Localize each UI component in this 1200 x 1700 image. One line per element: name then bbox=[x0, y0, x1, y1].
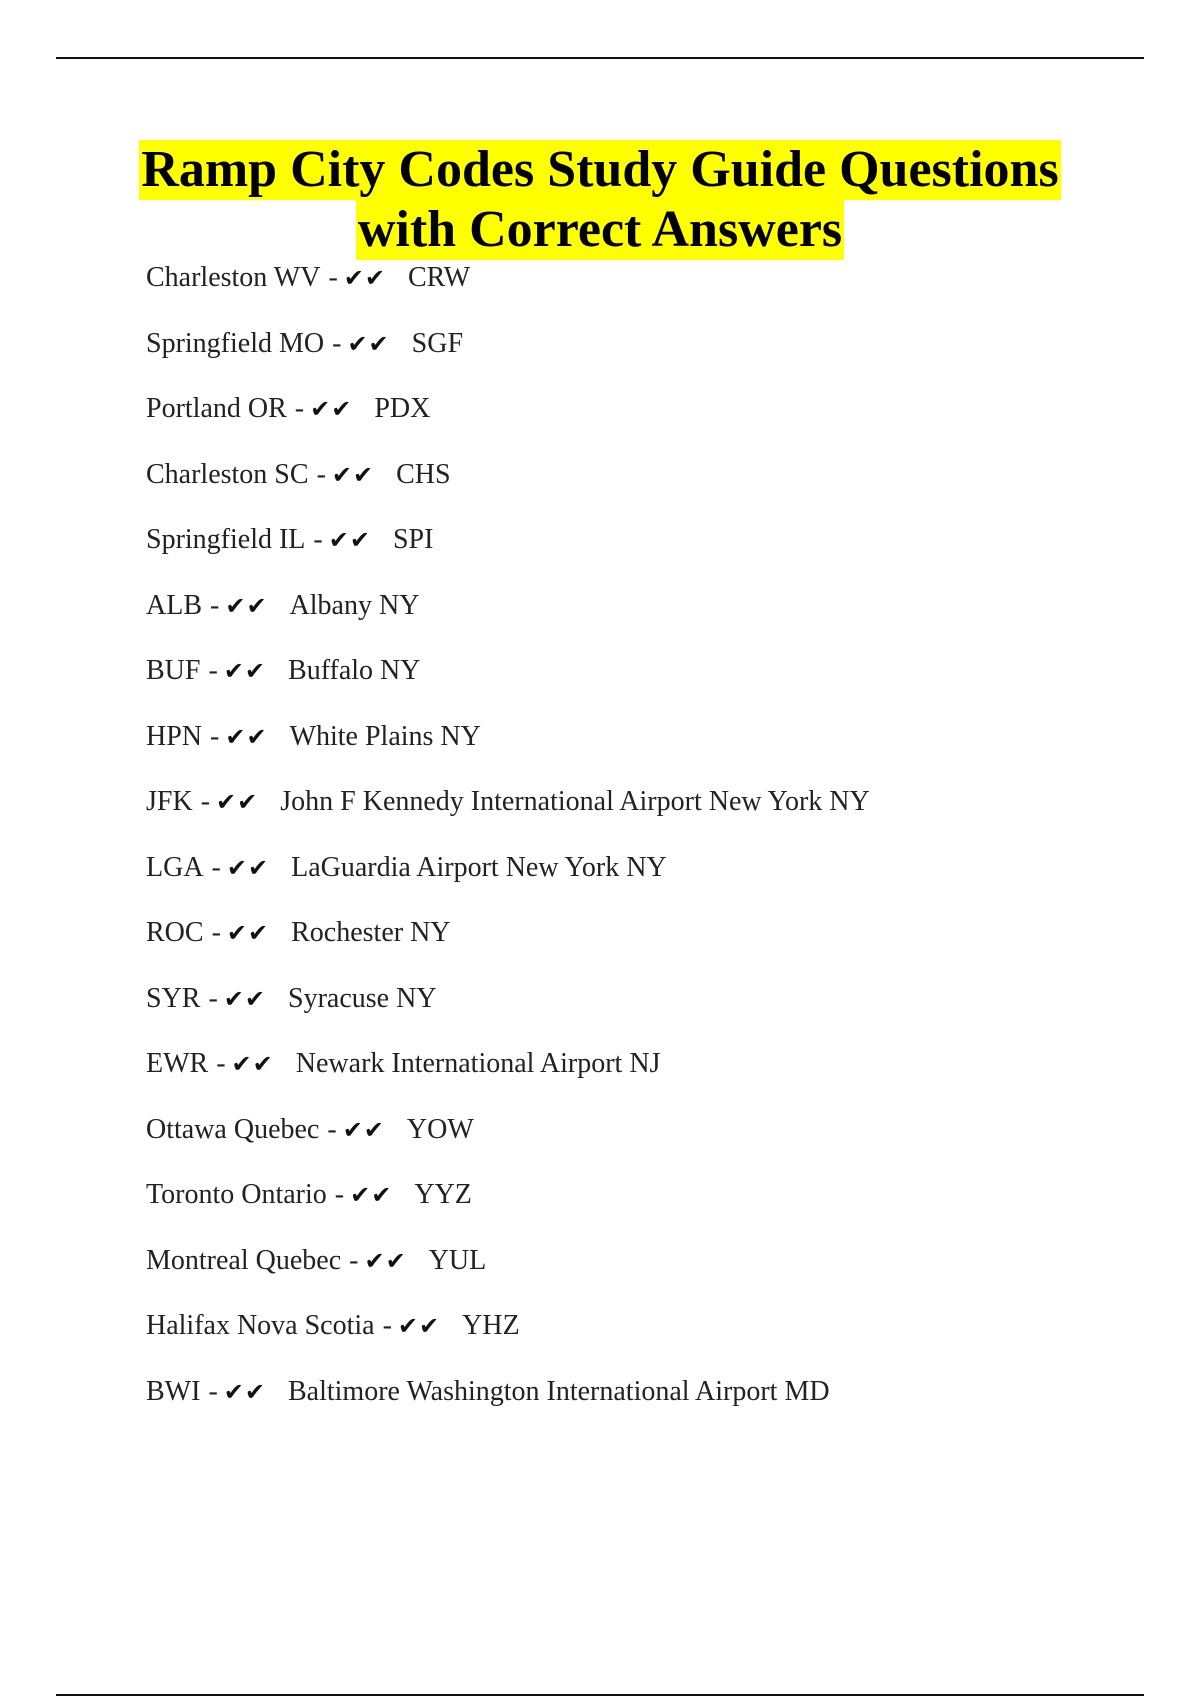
list-item bbox=[146, 782, 1146, 848]
question-text: ROC bbox=[146, 917, 204, 948]
answer-text: LaGuardia Airport New York NY bbox=[291, 851, 667, 883]
list-item bbox=[146, 586, 1146, 652]
double-check-icon: ✔✔ bbox=[225, 591, 268, 620]
double-check-icon: ✔✔ bbox=[223, 1377, 266, 1406]
double-check-icon: ✔✔ bbox=[397, 1312, 441, 1340]
question-text: EWR bbox=[146, 1048, 209, 1079]
title-line-1: Ramp City Codes Study Guide Questions bbox=[141, 141, 1059, 198]
question-text: Toronto Ontario bbox=[146, 1179, 327, 1210]
answer-text: SGF bbox=[411, 327, 464, 359]
answer-text: CHS bbox=[396, 458, 451, 490]
double-check-icon: ✔✔ bbox=[331, 460, 375, 489]
separator: - bbox=[210, 720, 220, 752]
answer-text: YYZ bbox=[414, 1179, 472, 1210]
question-text: Charleston SC bbox=[146, 458, 309, 490]
answer-text: John F Kennedy International Airport New York NY bbox=[280, 786, 870, 817]
list-item bbox=[146, 1175, 1146, 1241]
answer-text: SPI bbox=[392, 524, 434, 555]
double-check-icon: ✔✔ bbox=[343, 264, 386, 292]
answer-text: Baltimore Washington International Airport MD bbox=[287, 1375, 830, 1407]
top-rule bbox=[56, 57, 1144, 59]
separator: - bbox=[328, 262, 338, 293]
question-text: Charleston WV bbox=[146, 262, 321, 293]
answer-text: YOW bbox=[406, 1113, 474, 1145]
double-check-icon: ✔✔ bbox=[328, 526, 371, 554]
double-check-icon: ✔✔ bbox=[223, 657, 267, 685]
list-item bbox=[146, 258, 1146, 324]
double-check-icon: ✔✔ bbox=[223, 984, 267, 1013]
answer-text: PDX bbox=[374, 393, 431, 424]
question-text: Springfield IL bbox=[146, 524, 306, 555]
double-check-icon: ✔✔ bbox=[216, 788, 259, 816]
question-text: Springfield MO bbox=[146, 327, 325, 359]
double-check-icon: ✔✔ bbox=[347, 329, 390, 358]
separator: - bbox=[313, 524, 323, 555]
list-item bbox=[146, 913, 1146, 979]
question-text: HPN bbox=[146, 720, 203, 752]
separator: - bbox=[349, 1244, 359, 1276]
separator: - bbox=[208, 1375, 218, 1407]
list-item bbox=[146, 324, 1146, 390]
list-item bbox=[146, 1241, 1146, 1307]
double-check-icon: ✔✔ bbox=[226, 919, 270, 947]
separator: - bbox=[327, 1113, 337, 1145]
question-text: Ottawa Quebec bbox=[146, 1113, 320, 1145]
question-text: BUF bbox=[146, 655, 201, 686]
list-item bbox=[146, 1372, 1146, 1438]
list-item bbox=[146, 717, 1146, 783]
list-item bbox=[146, 1044, 1146, 1110]
list-item bbox=[146, 1306, 1146, 1372]
document-title bbox=[56, 140, 1144, 260]
list-item bbox=[146, 455, 1146, 521]
question-text: Halifax Nova Scotia bbox=[146, 1310, 375, 1341]
question-text: LGA bbox=[146, 851, 204, 883]
double-check-icon: ✔✔ bbox=[226, 853, 270, 882]
list-item bbox=[146, 389, 1146, 455]
question-text: Portland OR bbox=[146, 393, 287, 424]
question-text: ALB bbox=[146, 589, 202, 621]
list-item bbox=[146, 1110, 1146, 1176]
separator: - bbox=[294, 393, 305, 424]
double-check-icon: ✔✔ bbox=[225, 722, 268, 751]
question-text: Montreal Quebec bbox=[146, 1244, 342, 1276]
double-check-icon: ✔✔ bbox=[310, 395, 353, 423]
separator: - bbox=[208, 982, 218, 1014]
separator: - bbox=[332, 327, 342, 359]
separator: - bbox=[211, 917, 221, 948]
answer-text: White Plains NY bbox=[289, 720, 481, 752]
title-line-2: with Correct Answers bbox=[357, 201, 843, 258]
qa-list bbox=[146, 258, 1146, 1437]
question-text: BWI bbox=[146, 1375, 201, 1407]
double-check-icon: ✔✔ bbox=[364, 1246, 407, 1275]
separator: - bbox=[210, 589, 220, 621]
double-check-icon: ✔✔ bbox=[350, 1181, 393, 1209]
separator: - bbox=[382, 1310, 392, 1341]
list-item bbox=[146, 520, 1146, 586]
list-item bbox=[146, 848, 1146, 914]
answer-text: YHZ bbox=[462, 1310, 520, 1341]
bottom-rule bbox=[56, 1694, 1144, 1696]
separator: - bbox=[216, 1048, 226, 1079]
answer-text: Albany NY bbox=[289, 589, 420, 621]
answer-text: Rochester NY bbox=[291, 917, 451, 948]
separator: - bbox=[200, 786, 211, 817]
list-item bbox=[146, 979, 1146, 1045]
answer-text: Newark International Airport NJ bbox=[295, 1048, 661, 1079]
answer-text: Syracuse NY bbox=[288, 982, 437, 1014]
separator: - bbox=[211, 851, 221, 883]
answer-text: Buffalo NY bbox=[288, 655, 421, 686]
answer-text: CRW bbox=[408, 262, 471, 293]
double-check-icon: ✔✔ bbox=[231, 1050, 274, 1078]
separator: - bbox=[334, 1179, 345, 1210]
question-text: SYR bbox=[146, 982, 201, 1014]
answer-text: YUL bbox=[428, 1244, 487, 1276]
separator: - bbox=[316, 458, 326, 490]
double-check-icon: ✔✔ bbox=[342, 1115, 385, 1144]
list-item bbox=[146, 651, 1146, 717]
question-text: JFK bbox=[146, 786, 193, 817]
separator: - bbox=[208, 655, 218, 686]
